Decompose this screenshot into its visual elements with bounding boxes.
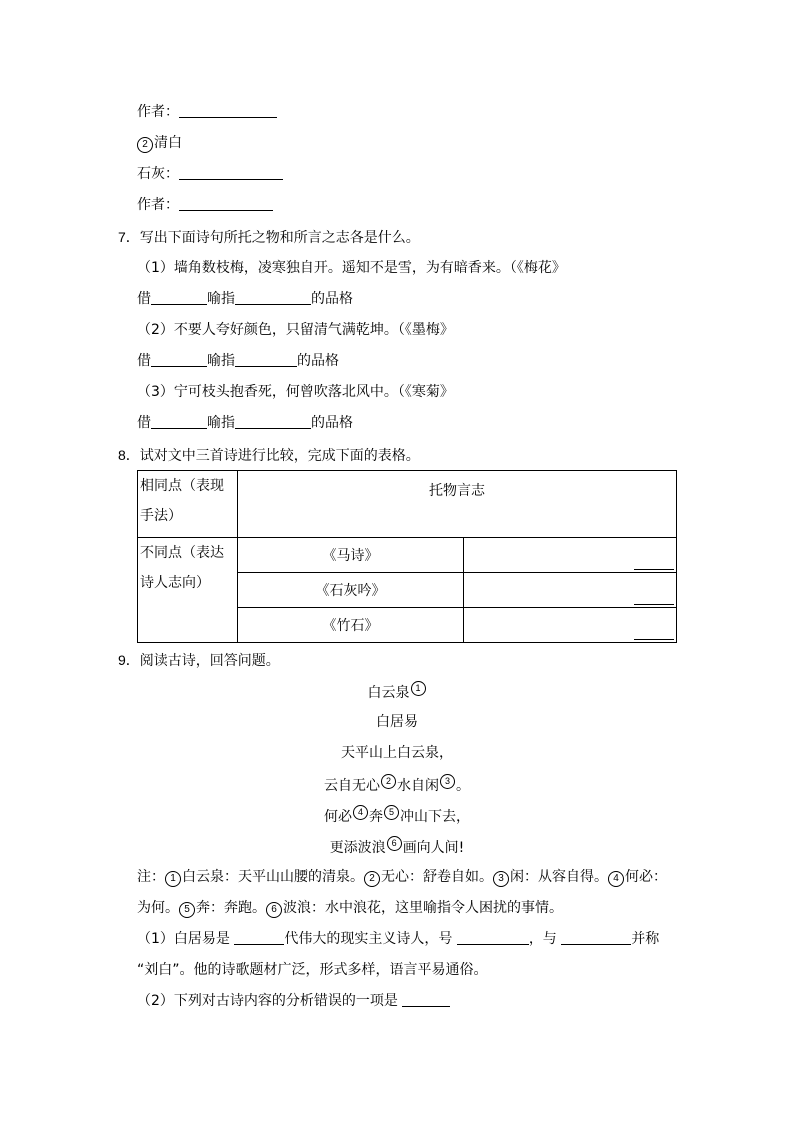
shihui-label: 石灰： xyxy=(137,166,179,182)
poem-text: 奔 xyxy=(369,809,383,825)
circled-number: 2 xyxy=(137,137,153,153)
meaning-blank[interactable] xyxy=(235,413,311,429)
question-number: 8． xyxy=(118,447,140,463)
object-blank[interactable] xyxy=(151,351,207,367)
note-number: 2 xyxy=(364,871,380,887)
question-text: 阅读古诗，回答问题。 xyxy=(139,653,280,669)
poem-text: 冲山下去， xyxy=(400,809,470,825)
table-row xyxy=(138,538,677,573)
diff-label-cell: 不同点（表达诗人志向） xyxy=(138,538,238,643)
meaning-blank[interactable] xyxy=(235,289,311,305)
footnote-marker: 4 xyxy=(353,805,368,820)
notes-line-2 xyxy=(137,898,563,918)
item-2-title: 清白 xyxy=(154,135,182,151)
poem-text: 水自闲 xyxy=(397,778,439,794)
note-number: 6 xyxy=(266,902,282,918)
question-8-stem xyxy=(118,445,420,466)
notes-prefix: 注： xyxy=(137,869,165,885)
pinge-label: 的品格 xyxy=(311,415,353,431)
poem-line-3 xyxy=(0,805,794,827)
note-text: 波浪：水中浪花，这里喻指令人困扰的事情。 xyxy=(283,900,563,916)
answer-cell[interactable] xyxy=(464,573,677,608)
question-7-stem xyxy=(118,227,420,248)
note-text: 为何。 xyxy=(137,900,179,916)
author-line-2 xyxy=(137,195,273,215)
sub-question-text: ，与 xyxy=(528,931,562,947)
same-label-cell: 相同点（表现手法） xyxy=(138,471,238,538)
fill-line-1 xyxy=(137,289,353,309)
poem-text: 何必 xyxy=(324,809,352,825)
poem-cell: 《竹石》 xyxy=(238,608,464,643)
note-number: 4 xyxy=(608,871,624,887)
poem-1-line: （1）墙角数枝梅，凌寒独自开。遥知不是雪，为有暗香来。（《梅花》 xyxy=(137,260,566,276)
footnote-marker: 3 xyxy=(440,774,455,789)
sub-question-text: （2）下列对古诗内容的分析错误的一项是 xyxy=(137,993,403,1009)
note-text: 无心：舒卷自如。 xyxy=(381,869,493,885)
object-blank[interactable] xyxy=(151,289,207,305)
meaning-blank[interactable] xyxy=(235,351,297,367)
note-number: 3 xyxy=(493,871,509,887)
sub-question-text: （1）白居易是 xyxy=(137,931,235,947)
poem-line-4 xyxy=(0,836,794,858)
author-line-1 xyxy=(137,102,277,122)
pinge-label: 的品格 xyxy=(297,353,339,369)
table-row xyxy=(138,471,677,538)
answer-blank[interactable] xyxy=(634,631,674,640)
poem-cell: 《石灰吟》 xyxy=(238,573,464,608)
comparison-table xyxy=(137,470,677,643)
sub-question-1 xyxy=(137,929,659,949)
note-text: 闲：从容自得。 xyxy=(510,869,608,885)
poem-text: 。 xyxy=(456,778,470,794)
footnote-marker: 6 xyxy=(387,836,402,851)
yuzhi-label: 喻指 xyxy=(207,353,235,369)
jie-label: 借 xyxy=(137,415,151,431)
fill-line-3 xyxy=(137,413,353,433)
poem-title xyxy=(0,681,794,703)
question-number: 9． xyxy=(118,652,140,668)
question-text: 试对文中三首诗进行比较，完成下面的表格。 xyxy=(139,448,420,464)
fill-line-2 xyxy=(137,351,339,371)
poem-line-1: 天平山上白云泉， xyxy=(341,745,453,761)
poem-text: 画向人间! xyxy=(402,840,465,856)
jie-label: 借 xyxy=(137,353,151,369)
answer-cell[interactable] xyxy=(464,608,677,643)
shihui-answer-blank[interactable] xyxy=(179,164,283,180)
yuzhi-label: 喻指 xyxy=(207,415,235,431)
author-answer-blank[interactable] xyxy=(179,195,273,211)
answer-cell[interactable] xyxy=(464,538,677,573)
poem-3-line: （3）宁可枝头抱香死，何曾吹落北风中。（《寒菊》 xyxy=(137,384,454,400)
question-9-stem xyxy=(118,650,280,671)
choice-blank[interactable] xyxy=(402,991,450,1007)
object-blank[interactable] xyxy=(151,413,207,429)
jie-label: 借 xyxy=(137,291,151,307)
item-2-heading xyxy=(137,133,182,153)
poem-text: 更添波浪 xyxy=(329,840,386,856)
note-number: 5 xyxy=(179,902,195,918)
notes-line-1 xyxy=(137,867,667,887)
author-answer-blank[interactable] xyxy=(179,102,277,118)
poem-2-line: （2）不要人夸好颜色，只留清气满乾坤。（《墨梅》 xyxy=(137,322,454,338)
question-text: 写出下面诗句所托之物和所言之志各是什么。 xyxy=(139,230,420,246)
poem-text: 云自无心 xyxy=(324,778,380,794)
shihui-line xyxy=(137,164,283,184)
footnote-marker: 1 xyxy=(411,681,426,696)
author-label: 作者： xyxy=(137,104,179,120)
note-text: 何必： xyxy=(625,869,667,885)
poet-blank[interactable] xyxy=(561,929,631,945)
yuzhi-label: 喻指 xyxy=(207,291,235,307)
alias-blank[interactable] xyxy=(457,929,529,945)
answer-blank[interactable] xyxy=(634,596,674,605)
note-text: 奔：奔跑。 xyxy=(196,900,266,916)
footnote-marker: 5 xyxy=(384,805,399,820)
sub-question-1-cont: “刘白”。他的诗歌题材广泛，形式多样，语言平易通俗。 xyxy=(137,962,488,978)
dynasty-blank[interactable] xyxy=(234,929,284,945)
answer-blank[interactable] xyxy=(634,561,674,570)
sub-question-text: 并称 xyxy=(631,931,660,947)
note-text: 白云泉：天平山山腰的清泉。 xyxy=(182,869,364,885)
poem-title-text: 白云泉 xyxy=(367,685,410,701)
poem-cell: 《马诗》 xyxy=(238,538,464,573)
question-number: 7． xyxy=(118,229,140,245)
note-number: 1 xyxy=(165,871,181,887)
same-value-cell: 托物言志 xyxy=(238,471,677,538)
author-label: 作者： xyxy=(137,197,179,213)
footnote-marker: 2 xyxy=(381,774,396,789)
poem-author: 白居易 xyxy=(376,714,418,730)
sub-question-2 xyxy=(137,991,450,1011)
poem-line-2 xyxy=(0,774,794,796)
pinge-label: 的品格 xyxy=(311,291,353,307)
sub-question-text: 代伟大的现实主义诗人，号 xyxy=(284,931,457,947)
